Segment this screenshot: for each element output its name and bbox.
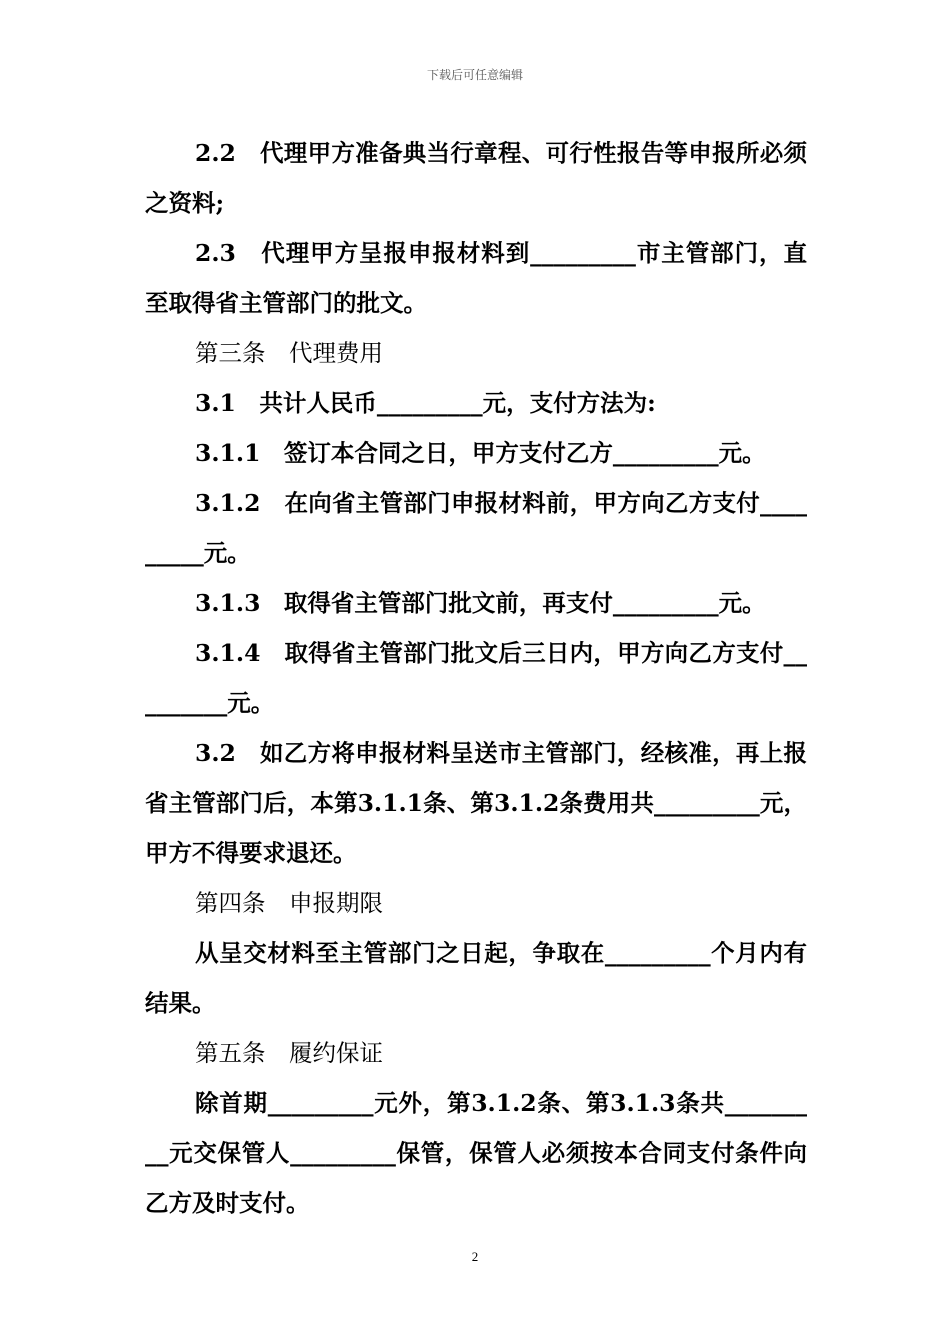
article-5-heading: 第五条 履约保证 — [195, 1039, 383, 1067]
clause-3-1: 3.1 共计人民币_________元，支付方法为: — [195, 389, 656, 417]
clause-3-1-2: 3.1.2 在向省主管部门申报材料前，甲方向乙方支付_________元。 — [145, 489, 807, 567]
article-4-text: 从呈交材料至主管部门之日起，争取在_________个月内有结果。 — [145, 939, 807, 1017]
clause-3-1-4: 3.1.4 取得省主管部门批文后三日内，甲方向乙方支付_________元。 — [145, 639, 807, 717]
document-body — [145, 128, 807, 1228]
page-number: 2 — [471, 1249, 479, 1264]
article-4-heading: 第四条 申报期限 — [195, 889, 383, 917]
article-5-text: 除首期_________元外，第3.1.2条、第3.1.3条共_________元交保管人_________保管，保管人必须按本合同支付条件向乙方及时支付。 — [145, 1089, 807, 1217]
page-header: 下载后可任意编辑 — [426, 68, 523, 82]
clause-3-1-3: 3.1.3 取得省主管部门批文前，再支付_________元。 — [195, 589, 766, 617]
article-3-heading: 第三条 代理费用 — [195, 339, 383, 367]
clause-3-1-1: 3.1.1 签订本合同之日，甲方支付乙方_________元。 — [195, 439, 766, 467]
clause-3-2: 3.2 如乙方将申报材料呈送市主管部门，经核准，再上报省主管部门后，本第3.1.1条、第3.1.2条费用共_________元，甲方不得要求退还。 — [145, 739, 807, 867]
clause-2-2: 2.2 代理甲方准备典当行章程、可行性报告等申报所必须之资料; — [145, 139, 807, 217]
clause-2-3: 2.3 代理甲方呈报申报材料到_________市主管部门，直至取得省主管部门的批文。 — [145, 239, 807, 317]
